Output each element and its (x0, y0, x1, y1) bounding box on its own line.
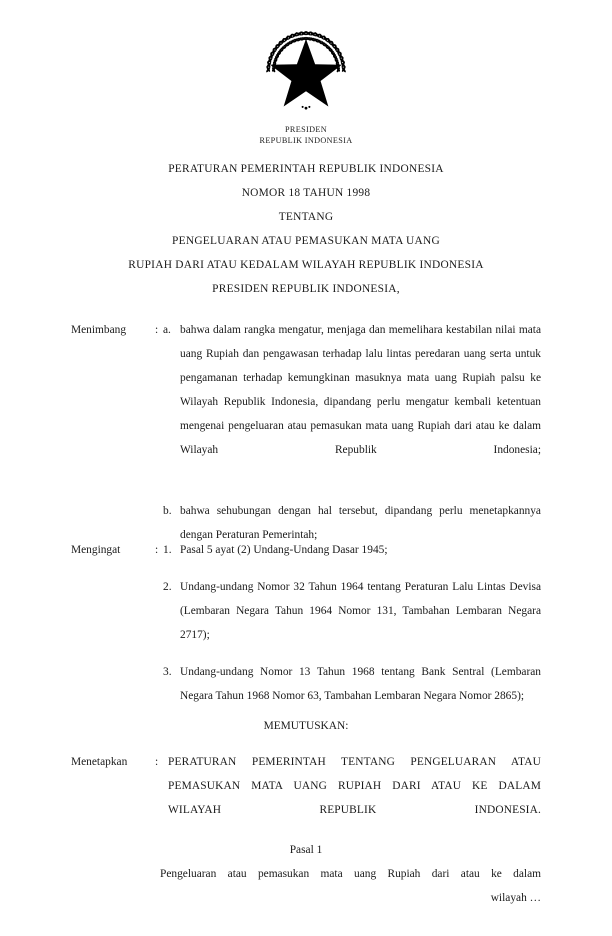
clause-menetapkan (71, 750, 541, 846)
menimbang-colon: : (155, 324, 159, 336)
item-text: bahwa dalam rangka mengatur, menjaga dan memelihara kestabilan nilai mata uang Rupiah dan pengawasan terhadap lalu lintas peredaran uang serta untuk pengamanan terhadap kemungkinan masuknya mata uang Rupiah palsu ke Wilayah Republik Indonesia, dipandang perlu mengatur kembali ketentuan mengenai pengeluaran atau pemasukan mata uang Rupiah dari atau ke dalam Wilayah Republik Indonesia; (180, 324, 541, 456)
title-line-1: PERATURAN PEMERINTAH REPUBLIK INDONESIA (168, 163, 444, 175)
item-text: Undang-undang Nomor 32 Tahun 1964 tentang Peraturan Lalu Lintas Devisa (Lembaran Negara Tahun 1964 Nomor 131, Tambahan Lembaran Negara 2717); (180, 581, 541, 641)
list-item (163, 660, 541, 708)
clause-menimbang (71, 318, 541, 547)
list-item (163, 538, 541, 562)
mengingat-colon: : (155, 544, 159, 556)
emblem-caption-line1: PRESIDEN (285, 125, 327, 134)
item-marker: 1. (163, 544, 172, 556)
pasal-continuation: wilayah … (490, 892, 541, 904)
pasal-body-text: Pengeluaran atau pemasukan mata uang Rupiah dari atau ke dalam (160, 868, 541, 880)
item-marker: b. (163, 505, 172, 517)
title-line-4: PENGELUARAN ATAU PEMASUKAN MATA UANG (172, 235, 440, 247)
document-title-block (36, 157, 576, 301)
emblem-caption (0, 125, 612, 146)
list-item (163, 318, 541, 486)
title-line-3: TENTANG (278, 211, 334, 223)
clause-mengingat (71, 538, 541, 708)
mengingat-items (163, 538, 541, 708)
item-marker: 3. (163, 666, 172, 678)
mengingat-label: Mengingat (71, 544, 121, 556)
menimbang-label: Menimbang (71, 324, 127, 336)
presidential-star-wreath-emblem (259, 24, 353, 118)
pasal-heading: Pasal 1 (289, 844, 323, 856)
menetapkan-colon: : (155, 756, 159, 768)
list-item (163, 575, 541, 647)
title-line-2: NOMOR 18 TAHUN 1998 (241, 187, 371, 199)
item-text: Pasal 5 ayat (2) Undang-Undang Dasar 1945; (180, 544, 388, 556)
item-text: Undang-undang Nomor 13 Tahun 1968 tentang Bank Sentral (Lembaran Negara Tahun 1968 Nomor 63, Tambahan Lembaran Negara Nomor 2865); (180, 666, 541, 702)
item-text: bahwa sehubungan dengan hal tersebut, dipandang perlu menetapkannya dengan Peraturan Pemerintah; (180, 505, 541, 541)
memutuskan-heading: MEMUTUSKAN: (263, 720, 349, 732)
emblem-caption-line2: REPUBLIK INDONESIA (259, 135, 353, 145)
title-line-6: PRESIDEN REPUBLIK INDONESIA, (212, 283, 400, 295)
menetapkan-text: PERATURAN PEMERINTAH TENTANG PENGELUARAN ATAU PEMASUKAN MATA UANG RUPIAH DARI ATAU KE DALAM WILAYAH REPUBLIK INDONESIA. (168, 756, 541, 816)
title-line-5: RUPIAH DARI ATAU KEDALAM WILAYAH REPUBLIK INDONESIA (128, 259, 484, 271)
item-marker: a. (163, 324, 171, 336)
emblem-block (0, 24, 612, 146)
menimbang-items (163, 318, 541, 547)
item-marker: 2. (163, 581, 172, 593)
menetapkan-label: Menetapkan (71, 756, 128, 768)
